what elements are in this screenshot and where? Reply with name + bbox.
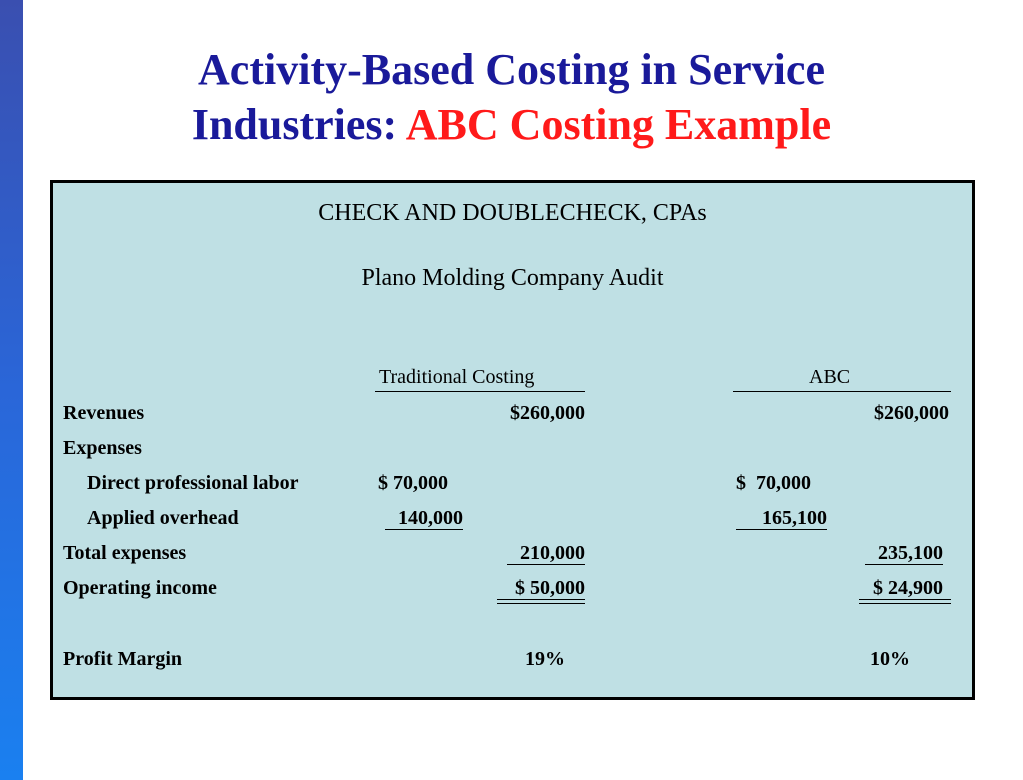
abc-profit-margin: 10% [870,648,910,670]
abc-operating-income: $ 24,900 [873,577,943,599]
column-header-abc: ABC [809,366,851,388]
row-label-revenues: Revenues [63,402,145,424]
row-label-profit-margin: Profit Margin [63,648,183,670]
traditional-income-double-underline [497,599,585,604]
left-accent-bar [0,0,23,780]
title-line-2-prefix: Industries: [191,100,406,149]
row-label-applied-overhead: Applied overhead [87,507,239,529]
row-label-direct-labor: Direct professional labor [87,472,299,494]
abc-total-expenses: 235,100 [878,542,943,564]
abc-total-underline [865,564,943,565]
traditional-revenues: $260,000 [510,402,585,424]
title-line-2-highlight: ABC Costing Example [405,100,832,149]
abc-direct-labor: $ 70,000 [736,472,811,494]
traditional-total-expenses: 210,000 [520,542,585,564]
report-subtitle: Plano Molding Company Audit [361,265,664,291]
traditional-direct-labor: $ 70,000 [378,472,448,494]
abc-overhead-underline [736,529,827,530]
title-line-1: Activity-Based Costing in Service [198,45,825,94]
column-header-traditional: Traditional Costing [379,366,535,388]
traditional-applied-overhead: 140,000 [398,507,463,529]
traditional-overhead-underline [385,529,463,530]
abc-header-underline [733,391,951,392]
abc-income-double-underline [859,599,951,604]
abc-revenues: $260,000 [874,402,949,424]
abc-applied-overhead: 165,100 [752,507,827,529]
traditional-operating-income: $ 50,000 [515,577,585,599]
report-panel [50,180,975,700]
row-label-total-expenses: Total expenses [63,542,187,564]
row-label-expenses: Expenses [63,437,142,459]
traditional-profit-margin: 19% [525,648,565,670]
row-label-operating-income: Operating income [63,577,217,599]
firm-name: CHECK AND DOUBLECHECK, CPAs [318,200,707,226]
slide-title [30,42,993,152]
title-line-2 [30,97,993,152]
traditional-header-underline [375,391,585,392]
traditional-total-underline [507,564,585,565]
